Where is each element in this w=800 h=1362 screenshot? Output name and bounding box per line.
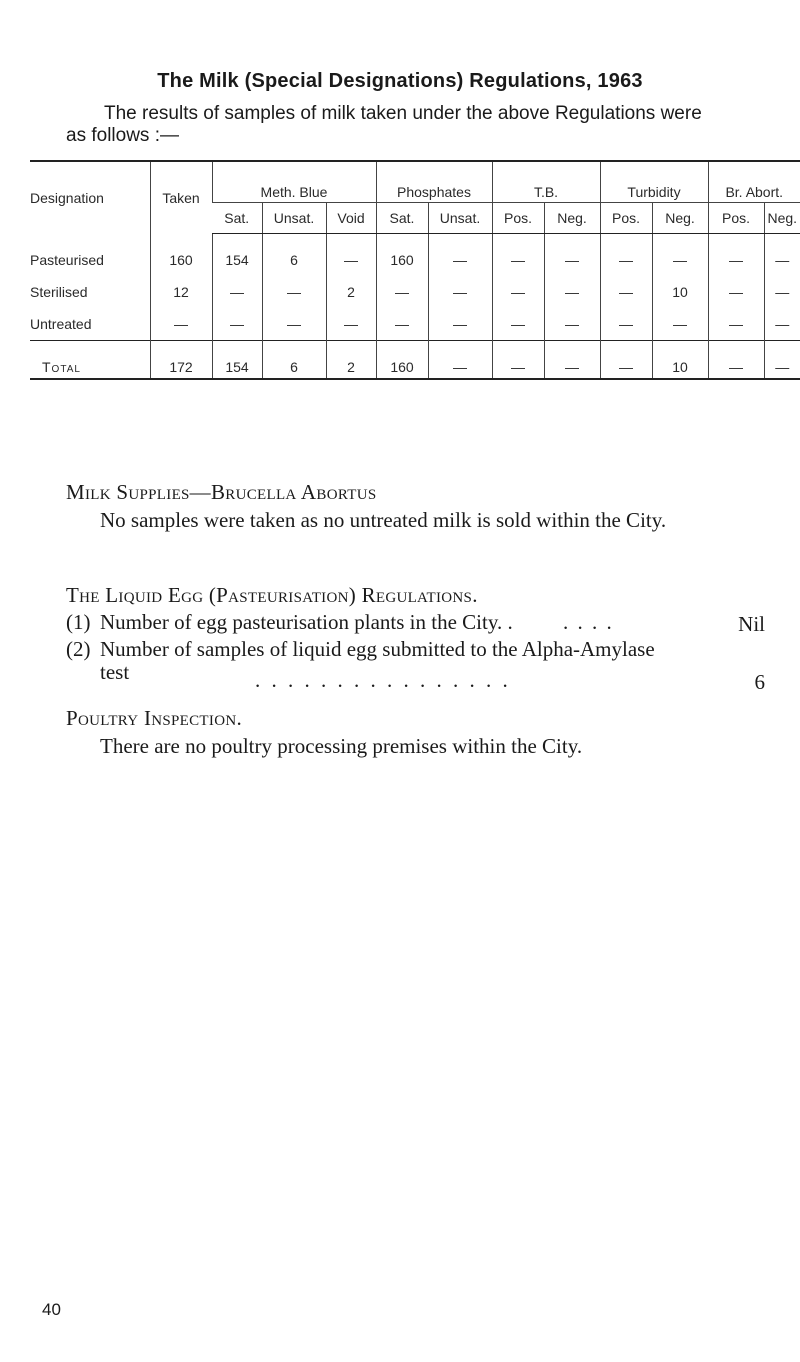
subheader: Neg. <box>652 203 708 234</box>
table-cell: — <box>428 308 492 341</box>
table-cell: — <box>652 234 708 277</box>
table-cell: — <box>544 234 600 277</box>
table-cell: 2 <box>326 341 376 380</box>
table-cell: — <box>326 308 376 341</box>
item-number: (2) <box>66 637 91 661</box>
subheader: Neg. <box>544 203 600 234</box>
table-cell: — <box>764 234 800 277</box>
subheader: Pos. <box>492 203 544 234</box>
table-cell: — <box>544 308 600 341</box>
table-row <box>30 308 800 341</box>
subheader: Unsat. <box>262 203 326 234</box>
row-label: Untreated <box>30 316 92 332</box>
header-meth-blue: Meth. Blue <box>212 161 376 203</box>
table-cell: — <box>262 308 326 341</box>
table-cell: — <box>600 276 652 308</box>
table-cell: 6 <box>262 341 326 380</box>
liquid-egg-item-2 <box>66 637 766 662</box>
header-designation: Designation <box>30 161 150 234</box>
table-cell: — <box>600 341 652 380</box>
page-number: 40 <box>42 1300 61 1319</box>
subheader: Pos. <box>708 203 764 234</box>
table-cell: — <box>764 341 800 380</box>
subheader: Unsat. <box>428 203 492 234</box>
table-cell: 10 <box>652 276 708 308</box>
liquid-egg-item-1 <box>66 610 766 635</box>
item-text: Number of samples of liquid egg submitted to the Alpha-Amylase <box>100 637 655 661</box>
intro-line-1: The results of samples of milk taken under the above Regulations were <box>104 103 702 124</box>
table-cell: 160 <box>376 234 428 277</box>
table-cell: — <box>428 276 492 308</box>
table-cell: — <box>492 276 544 308</box>
table-cell: — <box>544 341 600 380</box>
brucella-text: No samples were taken as no untreated milk is sold within the City. <box>100 508 667 532</box>
table-cell: 6 <box>262 234 326 277</box>
row-label: Pasteurised <box>30 251 104 268</box>
table-cell: — <box>600 234 652 277</box>
table-cell: — <box>600 308 652 341</box>
item-text-continued: test <box>100 660 130 684</box>
item-text: Number of egg pasteurisation plants in the City. . <box>100 610 513 634</box>
table-cell: — <box>708 276 764 308</box>
table-cell: — <box>492 234 544 277</box>
table-cell: — <box>764 308 800 341</box>
table-total-row <box>30 341 800 380</box>
table-cell: — <box>708 341 764 380</box>
table-cell: — <box>544 276 600 308</box>
total-label: Total <box>30 341 150 380</box>
table-cell: — <box>262 276 326 308</box>
table-cell: 154 <box>212 341 262 380</box>
table-cell: — <box>326 234 376 277</box>
subheader: Sat. <box>376 203 428 234</box>
header-taken: Taken <box>150 161 212 234</box>
table-cell: — <box>652 308 708 341</box>
milk-results-table <box>30 160 800 380</box>
row-label: Sterilised <box>30 284 88 300</box>
item-value: 6 <box>754 670 765 694</box>
table-cell: — <box>376 276 428 308</box>
poultry-heading: Poultry Inspection. <box>66 706 243 730</box>
header-br-abort: Br. Abort. <box>708 161 800 203</box>
table-cell: — <box>764 276 800 308</box>
intro-paragraph <box>66 103 786 147</box>
table-cell: — <box>212 308 262 341</box>
table-cell: — <box>428 341 492 380</box>
header-tb: T.B. <box>492 161 600 203</box>
leader-dots: . . . . <box>563 610 614 634</box>
page-title: The Milk (Special Designations) Regulations, 1963 <box>157 70 643 92</box>
table-cell: — <box>428 234 492 277</box>
brucella-heading: Milk Supplies—Brucella Abortus <box>66 480 377 504</box>
table-cell: — <box>212 276 262 308</box>
intro-line-2: as follows :— <box>66 125 179 146</box>
table-cell: — <box>492 308 544 341</box>
header-turbidity: Turbidity <box>600 161 708 203</box>
header-phosphates: Phosphates <box>376 161 492 203</box>
table-cell: 172 <box>150 341 212 380</box>
subheader: Void <box>326 203 376 234</box>
table-cell: 12 <box>150 276 212 308</box>
subheader: Sat. <box>212 203 262 234</box>
poultry-text: There are no poultry processing premises within the City. <box>100 734 583 758</box>
item-value: Nil <box>738 612 765 636</box>
table-row <box>30 234 800 277</box>
subheader: Neg. <box>764 203 800 234</box>
table-cell: 160 <box>376 341 428 380</box>
table-cell: 160 <box>150 234 212 277</box>
leader-dots: . . . . . . . . . . . . . . . . <box>255 668 511 692</box>
table-cell: — <box>376 308 428 341</box>
table-cell: 154 <box>212 234 262 277</box>
table-cell: — <box>708 234 764 277</box>
subheader: Pos. <box>600 203 652 234</box>
liquid-egg-heading: The Liquid Egg (Pasteurisation) Regulations. <box>66 583 478 607</box>
table-cell: 10 <box>652 341 708 380</box>
table-cell: — <box>492 341 544 380</box>
table-cell: 2 <box>326 276 376 308</box>
table-cell: — <box>708 308 764 341</box>
table-cell: — <box>150 308 212 341</box>
table-row <box>30 276 800 308</box>
item-number: (1) <box>66 610 91 634</box>
